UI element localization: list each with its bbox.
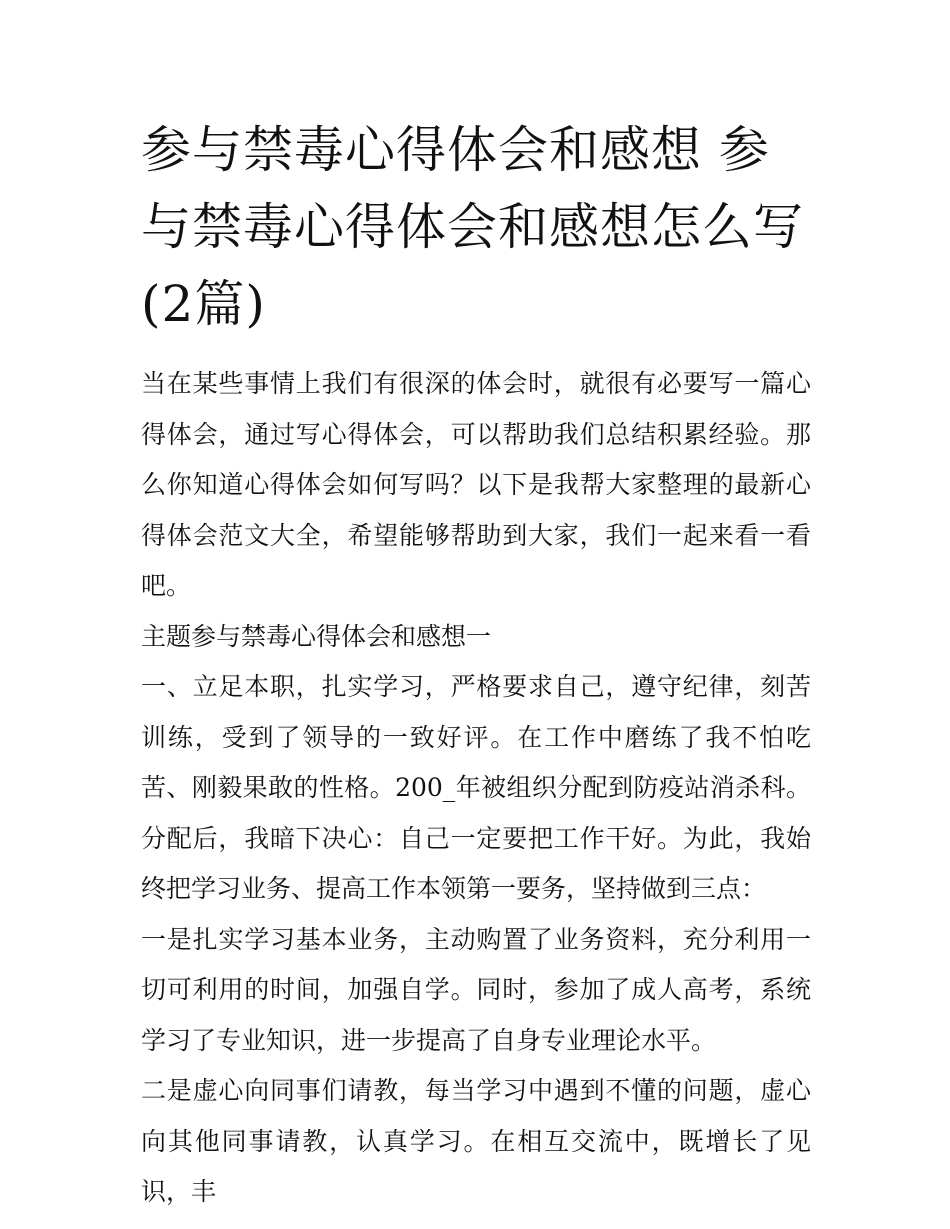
body-paragraph-1: 一、立足本职，扎实学习，严格要求自己，遵守纪律，刻苦训练，受到了领导的一致好评。在工作中磨练了我不怕吃苦、刚毅果敢的性格。200_年被组织分配到防疫站消杀科。分配后，我暗下决心：自己一定要把工作干好。为此，我始终把学习业务、提高工作本领第一要务，坚持做到三点： [141, 672, 811, 903]
section-heading: 主题参与禁毒心得体会和感想一 [141, 621, 492, 651]
document-title: 参与禁毒心得体会和感想 参与禁毒心得体会和感想怎么写(2篇) [141, 121, 804, 333]
body-paragraph-2: 一是扎实学习基本业务，主动购置了业务资料，充分利用一切可利用的时间，加强自学。同时，参加了成人高考，系统学习了专业知识，进一步提高了自身专业理论水平。 [141, 924, 811, 1055]
body-paragraph-3: 二是虚心向同事们请教，每当学习中遇到不懂的问题，虚心向其他同事请教，认真学习。在相互交流中，既增长了见识，丰 [141, 1076, 811, 1206]
intro-paragraph: 当在某些事情上我们有很深的体会时，就很有必要写一篇心得体会，通过写心得体会，可以帮助我们总结积累经验。那么你知道心得体会如何写吗？以下是我帮大家整理的最新心得体会范文大全，希望能够帮助到大家，我们一起来看一看吧。 [141, 369, 811, 600]
document-body [141, 112, 811, 1218]
